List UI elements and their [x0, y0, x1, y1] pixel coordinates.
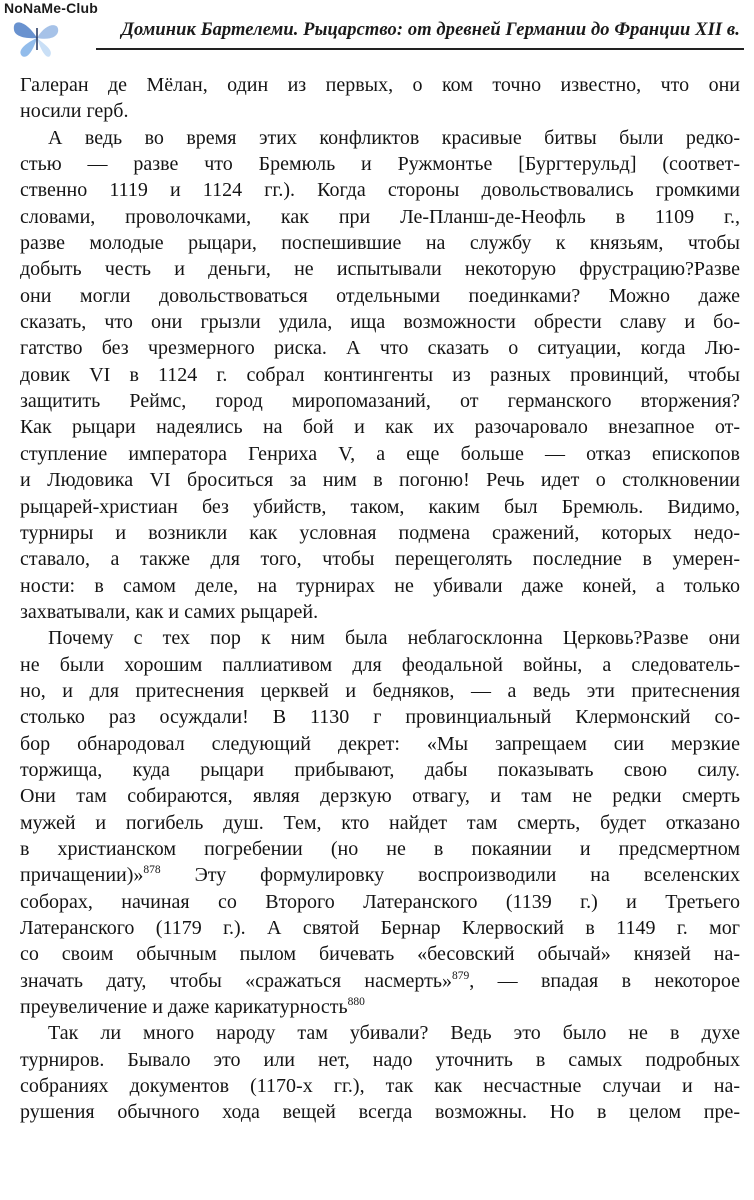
- text-line: [20, 599, 740, 625]
- text-line-content: столько раз осуждали! В 1130 г провинциальный Клермонский со-: [20, 706, 740, 729]
- text-line: [20, 862, 740, 888]
- text-line: [20, 98, 740, 124]
- text-line-content: стью — разве что Бремюль и Ружмонтье [Бургтерульд] (соответ-: [20, 153, 740, 176]
- text-line: [20, 968, 740, 994]
- text-line: [20, 678, 740, 704]
- text-line-content: Почему с тех пор к ним была неблагосклонна Церковь?Разве они: [48, 627, 740, 650]
- text-line: [20, 283, 740, 309]
- footnote-reference: 879: [452, 969, 470, 982]
- text-line-content: турниры и возникли как условная подмена сражений, которых недо-: [20, 521, 740, 544]
- text-line-content: Латеранского (1179 г.). А святой Бернар Клервоский в 1149 г. мог: [20, 917, 740, 939]
- text-line-content: добыть честь и деньги, не испытывали некоторую фрустрацию?Разве: [20, 258, 740, 281]
- text-line: [20, 467, 740, 493]
- watermark-text: NoNaMe-Club: [4, 0, 98, 16]
- butterfly-icon: [8, 16, 66, 60]
- text-line: [20, 1020, 740, 1046]
- text-line-content: в христианском погребении (но не в покаянии и предсмертном: [20, 837, 740, 860]
- text-line-content: Как рыцари надеялись на бой и как их разочаровало внезапное от-: [20, 416, 740, 439]
- text-line: [20, 573, 740, 599]
- text-line-content: со своим обычным пылом бичевать «бесовский обычай» князей на-: [20, 943, 740, 966]
- text-line: [20, 757, 740, 783]
- header-rule: [96, 48, 744, 50]
- text-line: [20, 494, 740, 520]
- text-line-content: гатство без чрезмерного риска. А что сказать о ситуации, когда Лю-: [20, 337, 740, 360]
- text-line: [20, 335, 740, 361]
- text-line-content: они могли довольствоваться отдельными поединками? Можно даже: [20, 284, 740, 307]
- text-line-content: носили герб.: [20, 100, 129, 123]
- text-line-content: собраниях документов (1170-х гг.), так как несчастные случаи и на-: [20, 1075, 740, 1098]
- text-line: [20, 151, 740, 177]
- text-line-content: ности: в самом деле, на турнирах не убивали даже коней, а только: [20, 574, 740, 597]
- text-line-continuation: , — впадая в некоторое: [469, 969, 740, 992]
- text-line-content: довик VI в 1124 г. собрал контингенты из разных провинций, чтобы: [20, 363, 740, 386]
- text-line-content: захватывали, как и самих рыцарей.: [20, 600, 319, 623]
- text-line: [20, 652, 740, 678]
- text-line-content: разве молодые рыцари, поспешившие на службу к князьям, чтобы: [20, 232, 740, 255]
- text-line: [20, 72, 740, 98]
- text-line: [20, 125, 740, 151]
- text-line: [20, 388, 740, 414]
- text-line: [20, 414, 740, 440]
- text-line-content: А ведь во время этих конфликтов красивые битвы были редко-: [48, 126, 740, 149]
- text-line-content: Галеран де Мёлан, один из первых, о ком точно известно, что они: [20, 74, 740, 96]
- footnote-reference: 878: [143, 864, 161, 877]
- text-line-content: словами, проволочками, как при Ле-Планш-де-Неофль в 1109 г.,: [20, 205, 740, 228]
- text-line: [20, 810, 740, 836]
- text-line-content: сказать, что они грызли удила, ища возможности обрести славу и бо-: [20, 311, 740, 334]
- text-line: [20, 230, 740, 256]
- text-line-content: рушения обычного хода вещей всегда возможны. Но в целом пре-: [20, 1101, 740, 1124]
- text-line: [20, 625, 740, 651]
- page-header: [0, 0, 754, 62]
- text-line-content: турниров. Бывало это или нет, надо уточнить в самых подробных: [20, 1048, 740, 1071]
- text-line: [20, 889, 740, 915]
- watermark-logo: [2, 0, 110, 60]
- text-line: [20, 1047, 740, 1073]
- text-line-content: и Людовика VI броситься за ним в погоню! Речь идет о столкновении: [20, 469, 740, 492]
- text-line: [20, 836, 740, 862]
- text-line-content: торжища, куда рыцари прибывают, дабы показывать свою силу.: [20, 758, 740, 781]
- text-line-content: но, и для притеснения церквей и бедняков, — а ведь эти притеснения: [20, 679, 740, 702]
- text-line: [20, 731, 740, 757]
- text-line: [20, 520, 740, 546]
- text-line: [20, 941, 740, 967]
- text-line-content: ступление императора Генриха V, а еще больше — отказ епископов: [20, 442, 740, 465]
- text-line: [20, 204, 740, 230]
- footnote-reference: 880: [347, 996, 365, 1009]
- text-line-content: рыцарей-христиан без убийств, таком, каким был Бремюль. Видимо,: [20, 495, 740, 518]
- text-line-content: соборах, начиная со Второго Латеранского (1139 г.) и Третьего: [20, 890, 740, 913]
- text-line-content: ставало, а также для того, чтобы перещеголять последние в умерен-: [20, 548, 740, 571]
- text-line: [20, 362, 740, 388]
- text-line: [20, 1073, 740, 1099]
- text-line: [20, 546, 740, 572]
- text-line-continuation: Эту формулировку воспроизводили на вселенских: [160, 864, 740, 887]
- text-line-content: значать дату, чтобы «сражаться насмерть»: [20, 969, 452, 992]
- running-head: Доминик Бартелеми. Рыцарство: от древней Германии до Франции XII в.: [121, 20, 740, 40]
- body-text: [20, 72, 740, 1126]
- text-line: [20, 256, 740, 282]
- text-line: [20, 994, 740, 1020]
- text-line-content: ственно 1119 и 1124 гг.). Когда стороны довольствовались громкими: [20, 179, 740, 202]
- text-line-content: причащении)»: [20, 864, 144, 887]
- text-line-content: Так ли много народу там убивали? Ведь это было не в духе: [48, 1022, 740, 1045]
- text-line: [20, 704, 740, 730]
- text-line-content: преувеличение и даже карикатурность: [20, 996, 348, 1019]
- text-line: [20, 915, 740, 941]
- text-line: [20, 441, 740, 467]
- text-line: [20, 1099, 740, 1125]
- text-line-content: защитить Реймс, город миропомазаний, от германского вторжения?: [20, 390, 740, 413]
- text-line: [20, 177, 740, 203]
- text-line-content: мужей и погибель душ. Тем, кто найдет там смерть, будет отказано: [20, 811, 740, 834]
- text-line: [20, 309, 740, 335]
- text-line-content: не были хорошим паллиативом для феодальной войны, а следователь-: [20, 653, 740, 676]
- text-line-content: бор обнародовал следующий декрет: «Мы запрещаем сии мерзкие: [20, 732, 740, 755]
- text-line: [20, 783, 740, 809]
- text-line-content: Они там собираются, являя дерзкую отвагу, и там не редки смерть: [20, 785, 740, 808]
